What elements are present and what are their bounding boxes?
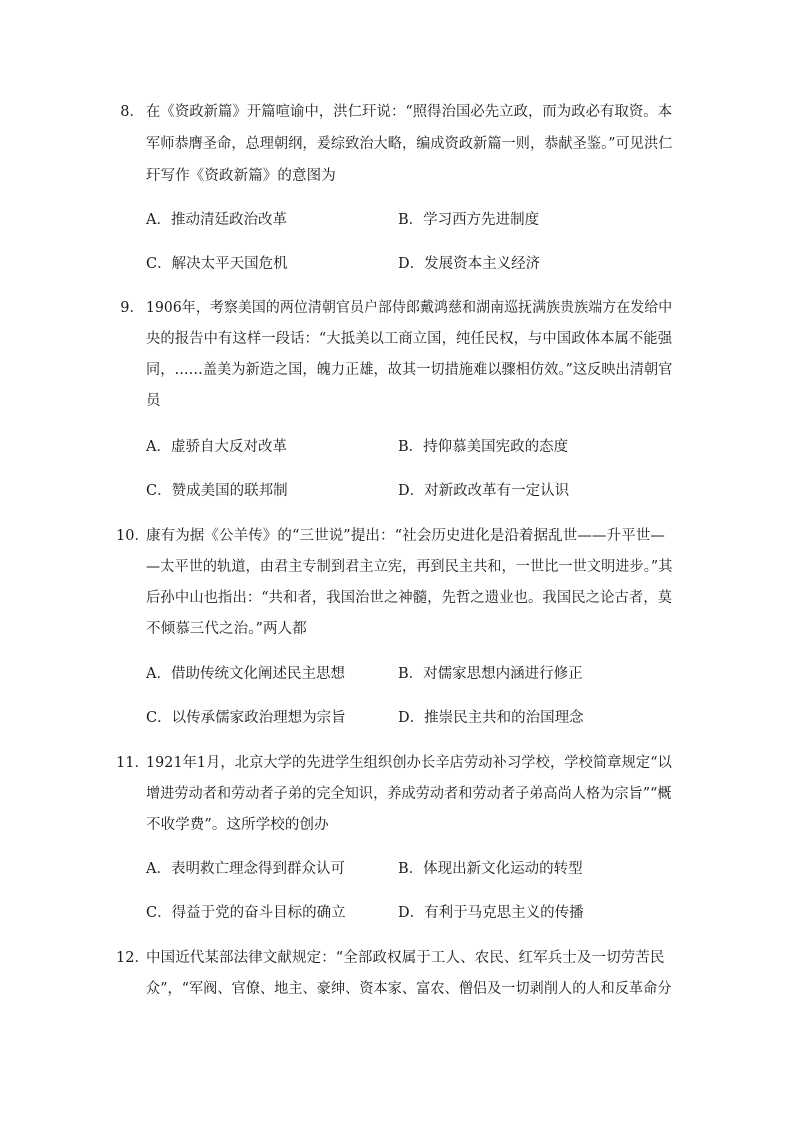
question-stem-line: 众”，“军阀、官僚、地主、豪绅、资本家、富农、僧侣及一切剥削人的人和反革命分 — [146, 981, 672, 997]
question-stem-line: 康有为据《公羊传》的“三世说”提出：“社会历史进化是沿着据乱世——升平世— — [146, 528, 665, 544]
question-stem-line: 增进劳动者和劳动者子弟的完全知识，养成劳动者和劳动者子弟高尚人格为宗旨”“概 — [146, 786, 672, 802]
question-stem-line: 在《资政新篇》开篇喧谕中，洪仁玕说：“照得治国必先立政，而为政必有取资。本 — [146, 104, 673, 120]
question-stem-line: 不收学费”。这所学校的创办 — [146, 817, 329, 833]
question-stem-line: —太平世的轨道，由君主专制到君主立宪，再到民主共和，一世比一世文明进步。”其 — [146, 559, 673, 575]
option-a: A．借助传统文化阐述民主思想 — [146, 666, 345, 682]
option-d: D．推崇民主共和的治国理念 — [398, 710, 584, 726]
option-b: B．学习西方先进制度 — [398, 212, 540, 228]
question-stem-line: 员 — [146, 393, 161, 409]
option-c: C．解决太平天国危机 — [146, 256, 288, 272]
question-number: 11． — [116, 755, 149, 771]
option-b: B．持仰慕美国宪政的态度 — [398, 439, 569, 455]
question-stem-line: 同，……盖美为新造之国，魄力正雄，故其一切措施难以骤相仿效。”这反映出清朝官 — [146, 362, 673, 378]
option-c: C．赞成美国的联邦制 — [146, 483, 288, 499]
option-a: A．表明救亡理念得到群众认可 — [146, 861, 345, 877]
option-b: B．体现出新文化运动的转型 — [398, 861, 583, 877]
question-stem-line: 不倾慕三代之治。”两人都 — [146, 621, 307, 637]
question-stem-line: 玕写作《资政新篇》的意图为 — [146, 168, 336, 184]
question-number: 9． — [120, 300, 144, 316]
question-stem-line: 中国近代某部法律文献规定：“全部政权属于工人、农民、红军兵士及一切劳苦民 — [146, 950, 665, 966]
option-b: B．对儒家思想内涵进行修正 — [398, 666, 583, 682]
question-number: 10． — [116, 528, 149, 544]
question-stem-line: 军师恭膺圣命，总理朝纲，爰综致治大略，编成资政新篇一则，恭献圣鉴。”可见洪仁 — [146, 136, 673, 152]
option-a: A．推动清廷政治改革 — [146, 212, 287, 228]
option-c: C．得益于党的奋斗目标的确立 — [146, 905, 346, 921]
option-c: C．以传承儒家政治理想为宗旨 — [146, 710, 346, 726]
question-stem-line: 1906年，考察美国的两位清朝官员户部侍郎戴鸿慈和湖南巡抚满族贵族端方在发给中 — [146, 300, 673, 316]
option-d: D．发展资本主义经济 — [398, 256, 541, 272]
option-a: A．虚骄自大反对改革 — [146, 439, 287, 455]
option-d: D．有利于马克思主义的传播 — [398, 905, 584, 921]
question-number: 8． — [120, 104, 144, 120]
question-stem-line: 后孙中山也指出：“共和者，我国治世之神髓，先哲之遗业也。我国民之论古者，莫 — [146, 590, 673, 606]
option-d: D．对新政改革有一定认识 — [398, 483, 570, 499]
question-stem-line: 1921年1月，北京大学的先进学生组织创办长辛店劳动补习学校，学校简章规定“以 — [146, 755, 672, 771]
question-number: 12． — [116, 950, 149, 966]
question-stem-line: 央的报告中有这样一段话：“大抵美以工商立国，纯任民权，与中国政体本属不能强 — [146, 331, 673, 347]
